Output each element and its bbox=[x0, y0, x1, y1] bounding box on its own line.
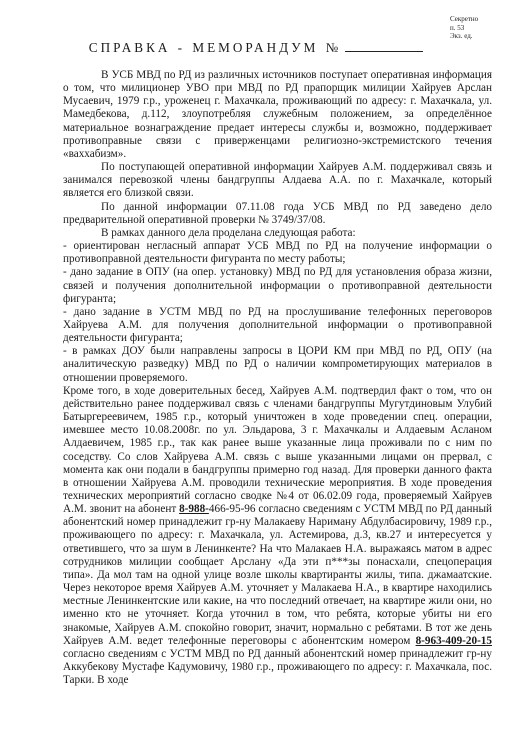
paragraph-text: 466-95-96 согласно сведениям с УСТМ МВД по РД данный абонентский номер принадлежит гр-ну Малакаеву Нариману Абдулбасировичу, 1989 г.р., проживающего по адресу: г. Махачкала, ул. Астемирова, д.3, кв.27 и интересуется у ответившего, что за шум в Ленинкенте? На что Малакаев Н.А. выражаясь матом в адрес сотрудников милиции сообщает Арслану «Да эти п***зы понасхали, спецоперация типа». Да мол там на одной улице возле школы квартиранты жилы, типа. джамаатские. Через некоторое время Хайруев А.М. уточняет у Малакаева Н.А., в квартире находились местные Ленинкентские или какие, на что последний отвечает, на квартире жили они, но именно кто не уточняет. Когда уточнил в том, что ребята, которые убиты ни его знакомые, Хайруев А.М. спокойно говорит, значит, нормально с ребятами. В тот же день Хайруев А.М. ведет телефонные переговоры с абонентским номером bbox=[63, 503, 492, 647]
list-item: - дано задание в УСТМ МВД по РД на прослушивание телефонных переговоров Хайруева А.М. для получения дополнительной информации о противоправной деятельности фигуранта; bbox=[63, 305, 492, 345]
list-item: - дано задание в ОПУ (на опер. установку) МВД по РД для установления образа жизни, связей и получения дополнительной информации о противоправной деятельности фигуранта; bbox=[63, 266, 492, 305]
paragraph: По поступающей оперативной информации Хайруев А.М. поддерживал связь и занимался перевозкой члены бандгруппы Алдаева А.А. по г. Махачкале, который является его близкой связи. bbox=[63, 161, 492, 200]
document-body bbox=[63, 69, 492, 739]
stamp-line: п. 53 bbox=[450, 23, 465, 32]
number-blank bbox=[345, 42, 423, 52]
stamp-line: Экз. ед. bbox=[450, 32, 473, 40]
list-item: - ориентирован негласный аппарат УСБ МВД по РД на получение информации о противоправной деятельности фигуранта по месту работы; bbox=[63, 240, 492, 266]
list-item: - в рамках ДОУ были направлены запросы в ЦОРИ КМ при МВД по РД, ОПУ (на аналитическую разведку) МВД по РД о наличии компрометирующих материалов в отношении проверяемого. bbox=[63, 345, 492, 384]
paragraph-text: согласно сведениям с УСТМ МВД по РД данный абонентский номер принадлежит гр-ну Аккубекову Мустафе Кадумовичу, 1980 г.р., проживающего по адресу: г. Махачкала, пос. Тарки. В ходе bbox=[63, 647, 492, 687]
paragraph: В рамках данного дела проделана следующая работа: bbox=[101, 226, 356, 239]
paragraph-text: Кроме того, в ходе доверительных бесед, Хайруев А.М. подтвердил факт о том, что он действительно ранее поддерживал связь с членами бандгруппы Мугутдиновым Улубий Батыргереевичем, 1985 г.р., который уничтожен в ходе проведении спец. операции, имевшее место 10.08.2008г. по ул. Эльдарова, 3 г. Махачкалы и Алдаевым Асланом Алдаевичем, 1985 г.р., так как ранее выше указанные лица проживали по с ним по соседству. Со слов Хайруева А.М. связь с выше указанными лицами он прервал, с момента как они подали в бандгруппы примерно год назад. Для проверки данного факта в отношении Хайруева А.М. проводили технические мероприятия. В ходе проведения технических мероприятий согласно сводке №4 от 06.02.09 года, проверяемый Хайруев А.М. звонит на абонент bbox=[63, 384, 492, 516]
document-title bbox=[0, 40, 512, 56]
stamp-line: Секретно bbox=[450, 15, 479, 23]
phone-number: 8-988- bbox=[179, 503, 209, 516]
paragraph-main bbox=[63, 385, 492, 688]
phone-number: 8-963-409-20-15 bbox=[415, 634, 492, 647]
paragraph: По данной информации 07.11.08 года УСБ МВД по РД заведено дело предварительной оперативной проверки № 3749/37/08. bbox=[63, 200, 492, 226]
title-text: СПРАВКА - МЕМОРАНДУМ № bbox=[88, 40, 342, 55]
secrecy-stamp bbox=[450, 15, 492, 41]
paragraph: В УСБ МВД по РД из различных источников поступает оперативная информация о том, что милиционер УВО при МВД по РД прапорщик милиции Хайруев Арслан Мусаевич, 1979 г.р., уроженец г. Махачкала, проживающий по адресу: г. Махачкала, ул. Мамедбекова, д.112, злоупотребляя служебным положением, за определённое материальное вознаграждение предает интересы службы и, возможно, поддерживает противоправные связи с приверженцами религиозно-экстремистского течения «ваххабизм». bbox=[63, 69, 492, 160]
